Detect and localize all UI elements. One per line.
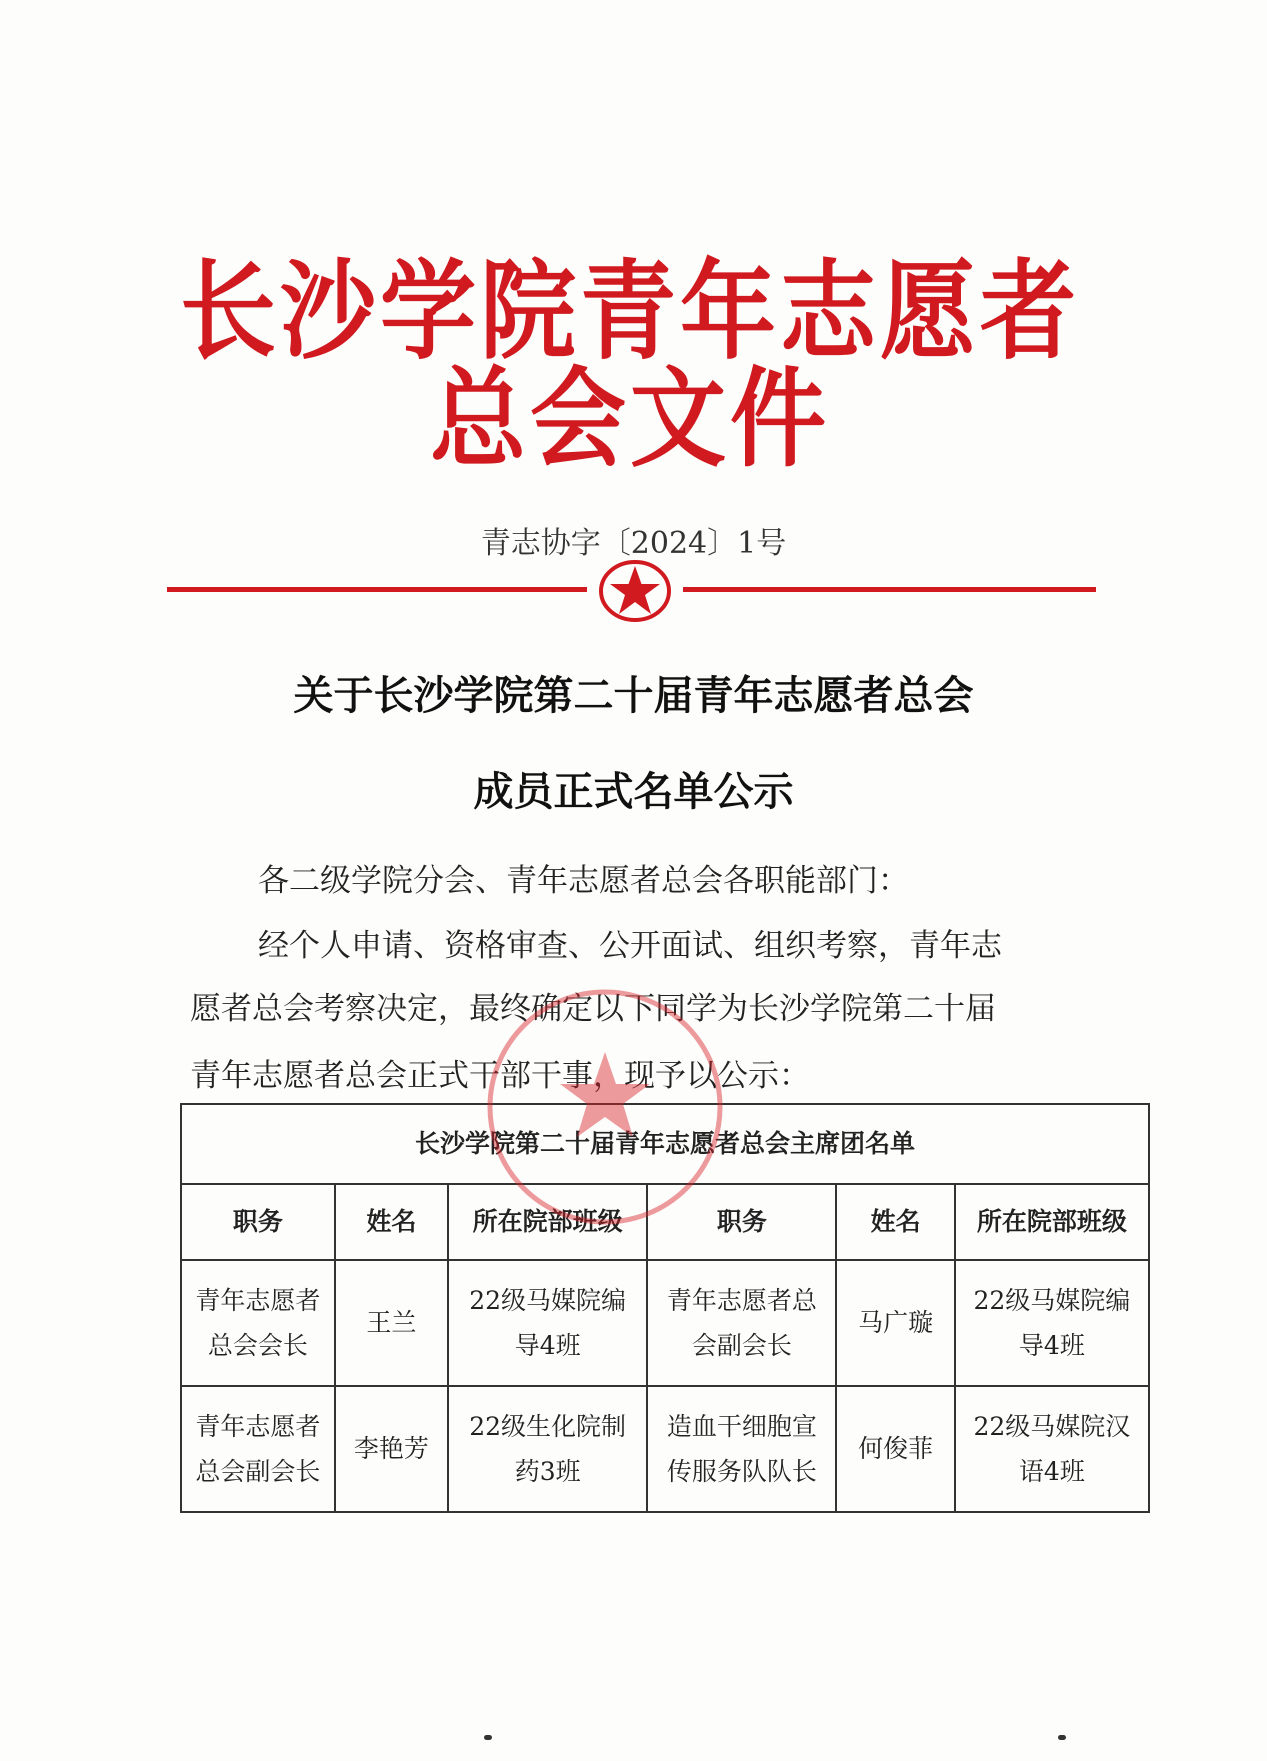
red-star-icon: [596, 558, 674, 624]
column-header: 职务: [181, 1184, 335, 1260]
red-divider-right: [683, 587, 1096, 592]
name-cell: 李艳芳: [335, 1386, 448, 1512]
body-line-3: 青年志愿者总会正式干部干事，现予以公示：: [190, 1058, 810, 1094]
column-header: 姓名: [335, 1184, 448, 1260]
table-row: [181, 1386, 1149, 1512]
table-row: [181, 1260, 1149, 1386]
position-cell: 青年志愿者总 会副会长: [647, 1260, 836, 1386]
position-cell: 青年志愿者 总会副会长: [181, 1386, 335, 1512]
official-seal-stamp: [480, 982, 730, 1232]
name-cell: 马广璇: [836, 1260, 954, 1386]
table-title: 长沙学院第二十届青年志愿者总会主席团名单: [181, 1104, 1149, 1184]
body-line-1: 经个人申请、资格审查、公开面试、组织考察，青年志: [258, 928, 1002, 964]
position-cell: 青年志愿者 总会会长: [181, 1260, 335, 1386]
header-title: 长沙学院青年志愿者总会文件: [180, 249, 1080, 482]
scan-mark: [1058, 1735, 1066, 1740]
class-cell: 22级马媒院编 导4班: [955, 1260, 1149, 1386]
class-cell: 22级马媒院汉 语4班: [955, 1386, 1149, 1512]
class-cell: 22级生化院制 药3班: [448, 1386, 647, 1512]
position-cell: 造血干细胞宣 传服务队队长: [647, 1386, 836, 1512]
scan-mark: [484, 1735, 492, 1740]
document-title-line1: 关于长沙学院第二十届青年志愿者总会: [293, 673, 974, 719]
class-cell: 22级马媒院编 导4班: [448, 1260, 647, 1386]
column-header: 职务: [647, 1184, 836, 1260]
document-title-line2: 成员正式名单公示: [473, 769, 794, 815]
column-header: 姓名: [836, 1184, 954, 1260]
column-header: 所在院部班级: [448, 1184, 647, 1260]
column-header: 所在院部班级: [955, 1184, 1149, 1260]
body-line-2: 愿者总会考察决定，最终确定以下同学为长沙学院第二十届: [190, 991, 996, 1027]
red-divider-left: [167, 587, 587, 592]
salutation: 各二级学院分会、青年志愿者总会各职能部门：: [258, 863, 909, 899]
name-cell: 何俊菲: [836, 1386, 954, 1512]
name-cell: 王兰: [335, 1260, 448, 1386]
document-number: 青志协字〔2024〕1号: [480, 526, 787, 561]
